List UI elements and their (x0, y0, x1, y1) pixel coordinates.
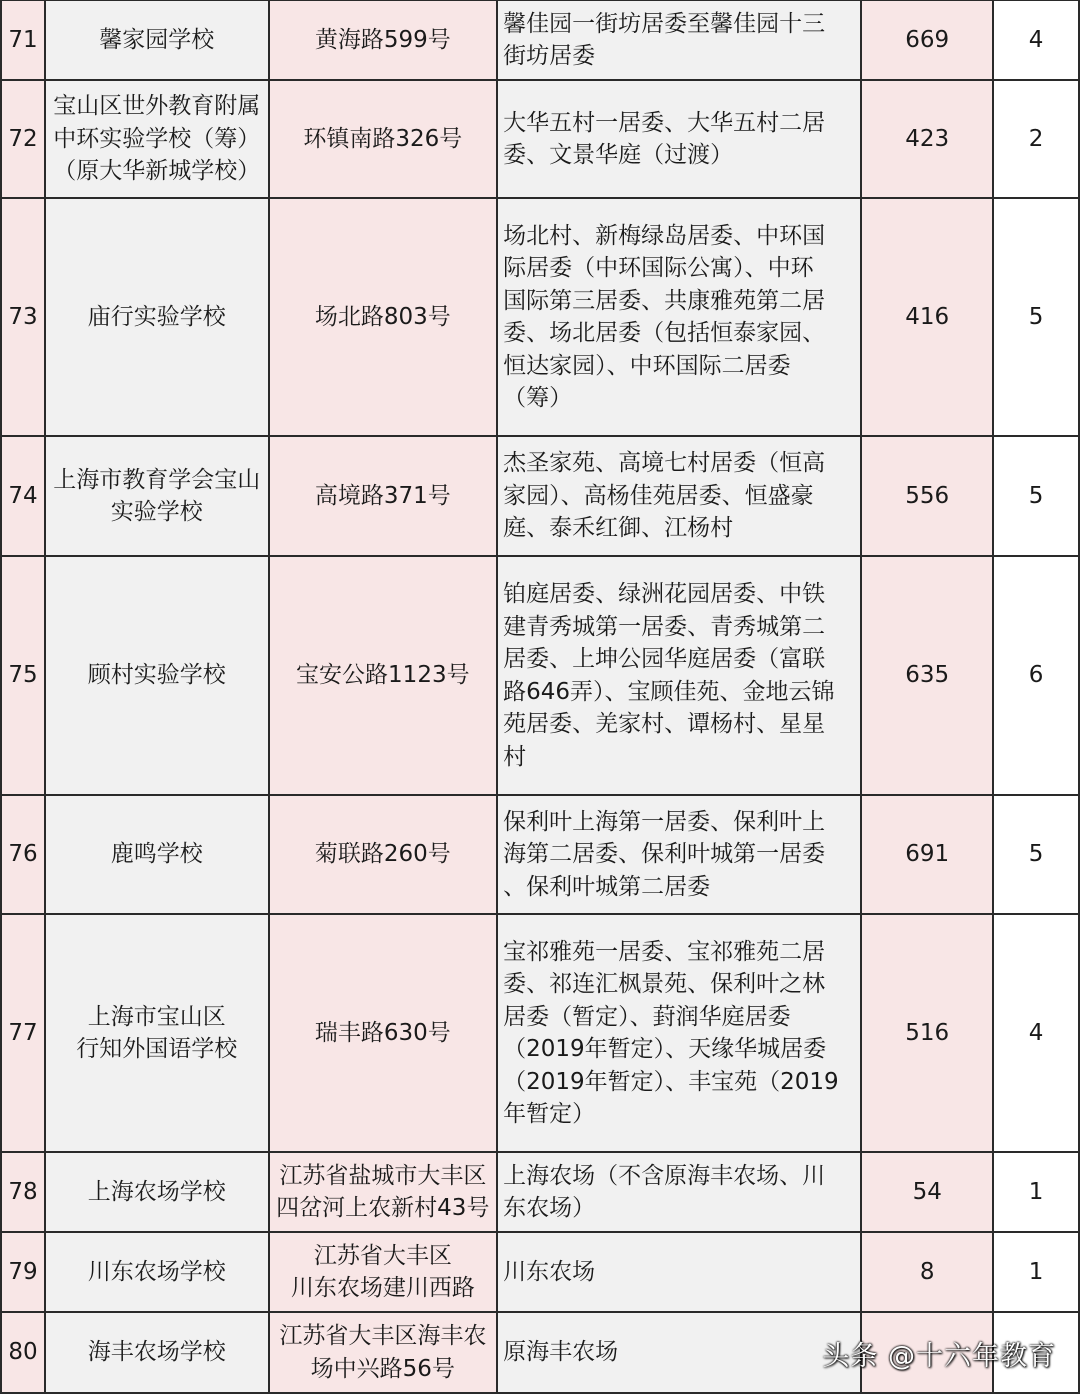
school-name-cell: 庙行实验学校 (45, 198, 269, 436)
enrollment-area-cell: 川东农场 (497, 1232, 861, 1312)
address-cell: 场北路803号 (269, 198, 498, 436)
row-number-cell: 76 (1, 795, 45, 914)
enrollment-area-cell: 保利叶上海第一居委、保利叶上 海第二居委、保利叶城第一居委 、保利叶城第二居委 (497, 795, 861, 914)
school-name-cell: 海丰农场学校 (45, 1312, 269, 1393)
address-cell: 宝安公路1123号 (269, 556, 498, 795)
address-cell: 环镇南路326号 (269, 80, 498, 198)
address-cell: 江苏省大丰区海丰农 场中兴路56号 (269, 1312, 498, 1393)
enrollment-area-cell: 大华五村一居委、大华五村二居 委、文景华庭（过渡） (497, 80, 861, 198)
count-cell: 556 (861, 436, 993, 556)
enrollment-area-cell: 馨佳园一街坊居委至馨佳园十三 街坊居委 (497, 0, 861, 80)
count-cell: 516 (861, 914, 993, 1152)
table-row (1, 436, 1079, 556)
count-cell: 635 (861, 556, 993, 795)
classes-cell: 2 (993, 80, 1079, 198)
school-name-cell: 顾村实验学校 (45, 556, 269, 795)
row-number-cell: 74 (1, 436, 45, 556)
watermark: 头条 @十六年教育 (822, 1341, 1056, 1372)
table-row (1, 1152, 1079, 1232)
row-number-cell: 79 (1, 1232, 45, 1312)
table-body (1, 0, 1079, 1393)
classes-cell: 5 (993, 198, 1079, 436)
enrollment-area-cell: 上海农场（不含原海丰农场、川 东农场） (497, 1152, 861, 1232)
enrollment-area-cell: 原海丰农场 (497, 1312, 861, 1393)
address-cell: 江苏省盐城市大丰区 四岔河上农新村43号 (269, 1152, 498, 1232)
classes-cell: 6 (993, 556, 1079, 795)
enrollment-area-cell: 铂庭居委、绿洲花园居委、中铁 建青秀城第一居委、青秀城第二 居委、上坤公园华庭居委（富联 路646弄）、宝顾佳苑、金地云锦 苑居委、羌家村、谭杨村、星星 村 (497, 556, 861, 795)
classes-cell: 4 (993, 0, 1079, 80)
enrollment-area-cell: 场北村、新梅绿岛居委、中环国 际居委（中环国际公寓）、中环 国际第三居委、共康雅苑第二居 委、场北居委（包括恒泰家园、 恒达家园）、中环国际二居委 （筹） (497, 198, 861, 436)
row-number-cell: 73 (1, 198, 45, 436)
count-cell: 8 (861, 1232, 993, 1312)
row-number-cell: 71 (1, 0, 45, 80)
enrollment-area-cell: 宝祁雅苑一居委、宝祁雅苑二居 委、祁连汇枫景苑、保利叶之林 居委（暂定）、葑润华庭居委 （2019年暂定）、天缘华城居委 （2019年暂定）、丰宝苑（2019 年暂定） (497, 914, 861, 1152)
row-number-cell: 80 (1, 1312, 45, 1393)
school-name-cell: 宝山区世外教育附属 中环实验学校（筹） （原大华新城学校） (45, 80, 269, 198)
row-number-cell: 78 (1, 1152, 45, 1232)
table-row (1, 1232, 1079, 1312)
classes-cell: 5 (993, 436, 1079, 556)
count-cell: 423 (861, 80, 993, 198)
school-name-cell: 鹿鸣学校 (45, 795, 269, 914)
school-name-cell: 馨家园学校 (45, 0, 269, 80)
enrollment-area-cell: 杰圣家苑、高境七村居委（恒高 家园）、高杨佳苑居委、恒盛豪 庭、泰禾红御、江杨村 (497, 436, 861, 556)
classes-cell: 1 (993, 1152, 1079, 1232)
table-row (1, 0, 1079, 80)
address-cell: 高境路371号 (269, 436, 498, 556)
address-cell: 菊联路260号 (269, 795, 498, 914)
count-cell: 416 (861, 198, 993, 436)
row-number-cell: 77 (1, 914, 45, 1152)
row-number-cell: 75 (1, 556, 45, 795)
school-name-cell: 上海农场学校 (45, 1152, 269, 1232)
classes-cell: 4 (993, 914, 1079, 1152)
table-row (1, 556, 1079, 795)
classes-cell: 1 (993, 1232, 1079, 1312)
address-cell: 江苏省大丰区 川东农场建川西路 (269, 1232, 498, 1312)
table-row (1, 914, 1079, 1152)
table-row (1, 80, 1079, 198)
school-name-cell: 川东农场学校 (45, 1232, 269, 1312)
classes-cell: 5 (993, 795, 1079, 914)
count-cell: 691 (861, 795, 993, 914)
table-row (1, 198, 1079, 436)
address-cell: 黄海路599号 (269, 0, 498, 80)
count-cell: 669 (861, 0, 993, 80)
row-number-cell: 72 (1, 80, 45, 198)
table-row (1, 795, 1079, 914)
school-name-cell: 上海市教育学会宝山 实验学校 (45, 436, 269, 556)
count-cell: 54 (861, 1152, 993, 1232)
school-name-cell: 上海市宝山区 行知外国语学校 (45, 914, 269, 1152)
address-cell: 瑞丰路630号 (269, 914, 498, 1152)
